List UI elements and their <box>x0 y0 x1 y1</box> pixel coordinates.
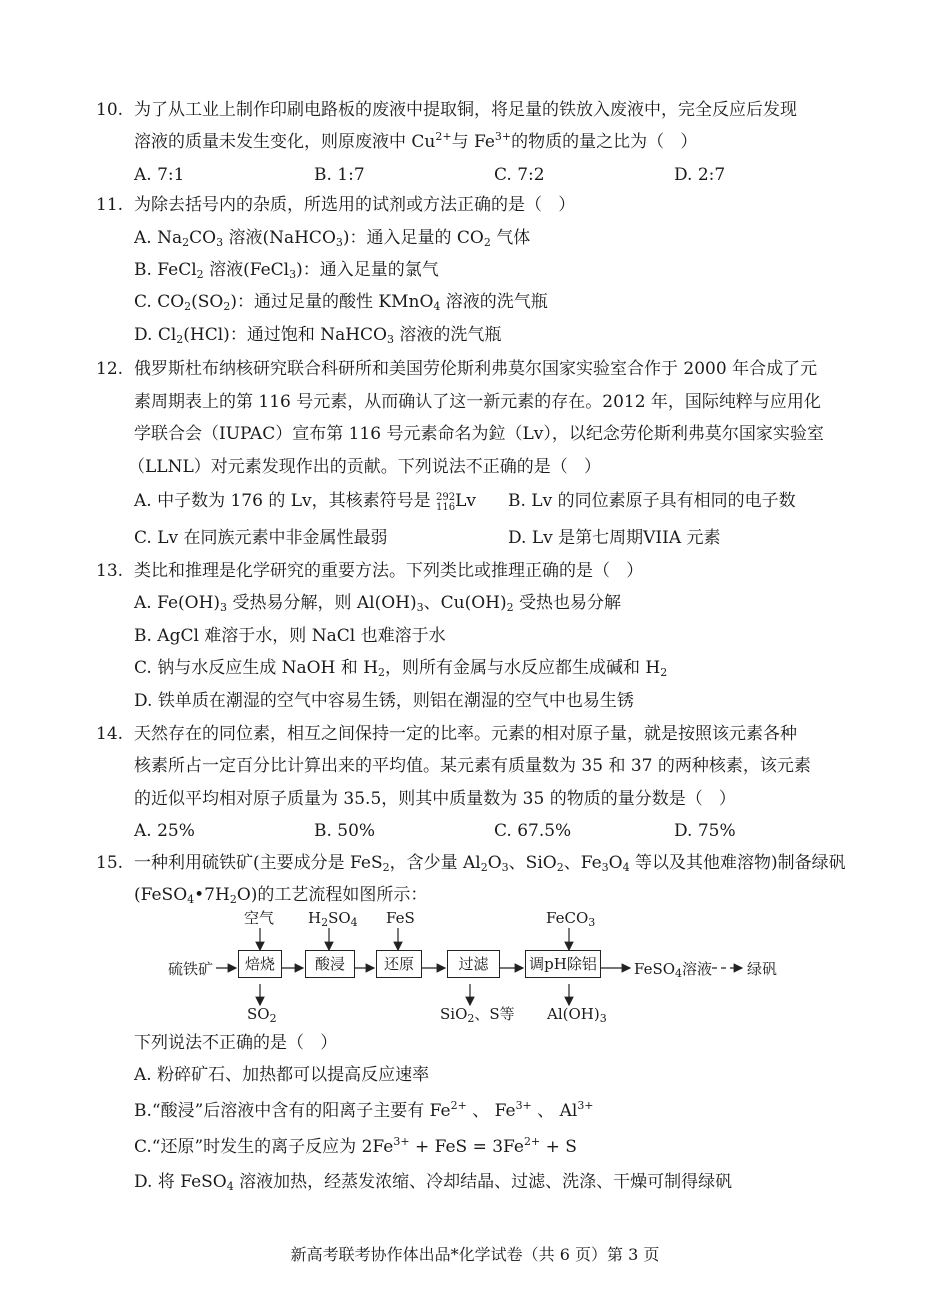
option-c[interactable]: C. Lv 在同族元素中非金属性最弱 <box>134 528 388 548</box>
flow-output-so2: $SO_2$ <box>247 1005 277 1025</box>
question-text: 素周期表上的第 116 号元素，从而确认了这一新元素的存在。2012 年，国际纯粹与应用化 <box>134 392 821 412</box>
flow-step-roasting: 焙烧 <box>238 950 282 978</box>
question-number: 14. <box>96 724 124 744</box>
question-text: 下列说法不正确的是（ ） <box>134 1033 338 1053</box>
option-a[interactable]: A. $Na_2CO_3$ 溶液(NaHCO$_3$)：通入足量的 $CO_2$ 气体 <box>134 228 531 249</box>
option-b[interactable]: B.“酸浸”后溶液中含有的阳离子主要有 $Fe^{2+}$ 、 $Fe^{3+}$ 、 $Al^{3+}$ <box>134 1099 594 1121</box>
option-b[interactable]: B. 1:7 <box>314 165 365 185</box>
option-a[interactable]: A. 25% <box>134 821 195 841</box>
flow-output-residue: SiO$_2$、S等 <box>440 1005 515 1025</box>
question-text: 的近似平均相对原子质量为 35.5，则其中质量数为 35 的物质的量分数是（ ） <box>134 789 736 809</box>
question-number: 11. <box>96 195 124 215</box>
flow-input-feco3: FeCO$_3$ <box>546 909 596 929</box>
flow-step-reduction: 还原 <box>376 950 422 978</box>
flow-input-label: 硫铁矿 <box>168 960 214 978</box>
option-d[interactable]: D. 2:7 <box>674 165 726 185</box>
question-text: 学联合会（IUPAC）宣布第 116 号元素命名为鉝（Lv），以纪念劳伦斯利弗莫尔国家实验室 <box>134 424 824 444</box>
question-text: 核素所占一定百分比计算出来的平均值。某元素有质量数为 35 和 37 的两种核素，该元素 <box>134 756 811 776</box>
question-text: 溶液的质量未发生变化，则原废液中 $Cu^{2+}$与 $Fe^{3+}$的物质的量之比为（ ） <box>134 130 698 152</box>
question-text: （LLNL）对元素发现作出的贡献。下列说法不正确的是（ ） <box>128 457 601 477</box>
question-number: 13. <box>96 561 124 581</box>
flow-final-product: 绿矾 <box>747 960 778 978</box>
flow-input-fes: FeS <box>386 909 415 927</box>
option-d[interactable]: D. 将 FeSO$_4$ 溶液加热，经蒸发浓缩、冷却结晶、过滤、洗涤、干燥可制得绿矾 <box>134 1172 733 1193</box>
option-b[interactable]: B. 50% <box>314 821 376 841</box>
option-b[interactable]: B. Lv 的同位素原子具有相同的电子数 <box>508 491 796 511</box>
question-text: $(FeSO_4•7H_2O)$的工艺流程如图所示： <box>134 885 428 906</box>
question-number: 10. <box>96 100 124 120</box>
question-text: 为除去括号内的杂质，所选用的试剂或方法正确的是（ ） <box>134 195 576 215</box>
flow-step-acid-leach: 酸浸 <box>305 950 355 978</box>
option-c[interactable]: C. 67.5% <box>494 821 572 841</box>
option-a[interactable]: A. 7:1 <box>134 165 185 185</box>
option-c[interactable]: C. 钠与水反应生成 NaOH 和 $H_2$，则所有金属与水反应都生成碱和 $H_2$ <box>134 658 668 679</box>
option-a[interactable]: A. 粉碎矿石、加热都可以提高反应速率 <box>134 1065 430 1085</box>
flow-product-solution: FeSO$_4$溶液 <box>634 960 713 980</box>
flow-step-ph-adjust: 调pH除铝 <box>525 950 601 978</box>
question-text: 俄罗斯杜布纳核研究联合科研所和美国劳伦斯利弗莫尔国家实验室合作于 2000 年合成了元 <box>134 359 818 379</box>
option-a[interactable]: A. $Fe(OH)_3$ 受热易分解，则 $Al(OH)_3$、$Cu(OH)_2$ 受热也易分解 <box>134 593 621 614</box>
flow-output-aloh3: $Al(OH)_3$ <box>547 1005 607 1025</box>
option-b[interactable]: B. FeCl$_2$ 溶液(FeCl$_3$)：通入足量的氯气 <box>134 260 439 281</box>
process-flow-diagram <box>160 905 800 1033</box>
option-a[interactable]: A. 中子数为 176 的 Lv，其核素符号是 292 116Lv <box>134 491 477 513</box>
question-text: 一种利用硫铁矿(主要成分是 FeS$_2$，含少量 $Al_2O_3$、SiO$_2$、$Fe_3O_4$ 等以及其他难溶物)制备绿矾 <box>134 853 846 874</box>
option-d[interactable]: D. 75% <box>674 821 736 841</box>
option-c[interactable]: C.“还原”时发生的离子反应为 $2Fe^{3+}$ + FeS = $3Fe^{2+} + S$ <box>134 1135 577 1157</box>
question-text: 为了从工业上制作印刷电路板的废液中提取铜，将足量的铁放入废液中，完全反应后发现 <box>134 100 797 120</box>
flow-input-air: 空气 <box>244 909 275 927</box>
option-c[interactable]: C. $CO_2(SO_2)$：通过足量的酸性 KMnO$_4$ 溶液的洗气瓶 <box>134 292 548 313</box>
option-d[interactable]: D. 铁单质在潮湿的空气中容易生锈，则铝在潮湿的空气中也易生锈 <box>134 691 634 711</box>
question-number: 12. <box>96 359 124 379</box>
option-b[interactable]: B. AgCl 难溶于水，则 NaCl 也难溶于水 <box>134 626 446 646</box>
option-d[interactable]: D. $Cl_2(HCl)$：通过饱和 NaHCO$_3$ 溶液的洗气瓶 <box>134 325 502 346</box>
flow-step-filtration: 过滤 <box>447 950 500 978</box>
flow-input-h2so4: $H_2SO_4$ <box>308 909 358 929</box>
option-c[interactable]: C. 7:2 <box>494 165 545 185</box>
question-number: 15. <box>96 853 124 873</box>
page-footer: 新高考联考协作体出品*化学试卷（共 6 页）第 3 页 <box>290 1245 660 1264</box>
option-d[interactable]: D. Lv 是第七周期VIIA 元素 <box>508 528 721 548</box>
question-text: 类比和推理是化学研究的重要方法。下列类比或推理正确的是（ ） <box>134 561 644 581</box>
question-text: 天然存在的同位素，相互之间保持一定的比率。元素的相对原子量，就是按照该元素各种 <box>134 724 797 744</box>
